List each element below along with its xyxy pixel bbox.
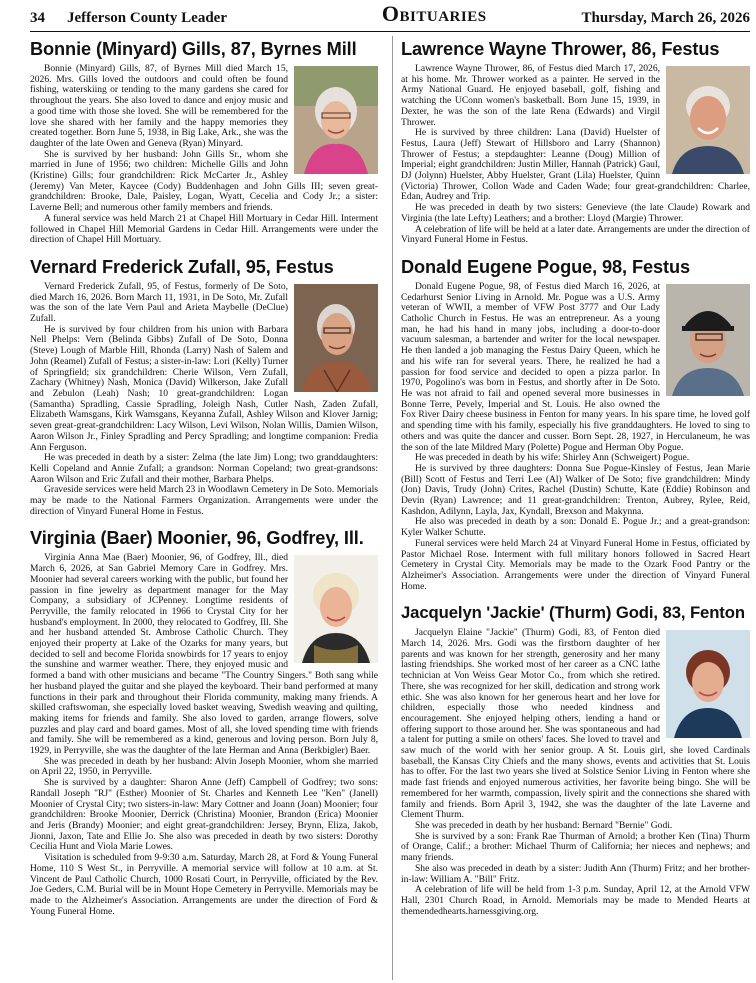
portrait-image	[666, 630, 750, 738]
portrait-photo-godi	[666, 630, 750, 738]
obituary-paragraph: He also was preceded in death by a son: Donald E. Pogue Jr.; and a great-grandson: Kyler Walker Schutte.	[401, 516, 750, 539]
portrait-image	[294, 555, 378, 663]
obituary-gills	[30, 36, 378, 246]
obituary-paragraph: Lawrence Wayne Thrower, 86, of Festus died March 17, 2026, at his home. Mr. Thrower worked as a painter. He served in the Army National Guard. He enjoyed baseball, golf, fishing and watching the UConn women's basketball. Born June 15, 1939, in Dexter, he was the son of the late Rena (Edwards) and Virgil Thrower.	[401, 63, 660, 128]
obituary-paragraph: Visitation is scheduled from 9-9:30 a.m. Saturday, March 28, at Ford & Young Funeral Home, 110 S West St., in Perryville. A memorial service will follow at 10 a.m. at St. Vincent de Paul Catholic Church, 1000 Rosati Court, in Perryville, officiated by the Rev. Joe Geders, C.M. Burial will be in Mount Hope Cemetery in Perryville. Memorials may be made to the Alzheimer's Association. Arrangements are under the direction of Ford & Young Funeral Home.	[30, 852, 378, 917]
obituary-paragraph: She is survived by a daughter: Sharon Anne (Jeff) Campbell of Godfrey; two sons: Randall Joseph "RJ" (Esther) Moonier of St. Charles and Kenneth Lee "Ken" (Janell) Moonier of Crystal City; two sisters-in-law: Mary Cottner and Joann (Joan) Moonier; four grandchildren: Brooke Moonier, Derrick (Christina) Moonier, Brandon (Erica) Moonier and Jeris (Brandy) Moonier; and eight great-grandchildren: Jersey, Brynn, Eliza, Jakob, Jionni, Jaxon, Tate and Ellie Jo. She also was preceded in death by two sisters: Dorothy Cecilia Hunt and Viola Marie Lowes.	[30, 777, 378, 853]
right-column	[392, 36, 750, 980]
obituary-paragraph: Jacquelyn Elaine "Jackie" (Thurm) Godi, 83, of Fenton died March 14, 2026. Mrs. Godi was the firstborn daughter of her parents and was known for her strength, generosity and her many lasting friendships. She worked most of her career as a CNC lathe technician at Von Weiss Gear Motor Co., from which she retired. There, she was recognized for her skill, dedication and strong work ethic. She was also known for her generous heart and her love for children, especially those who needed kindness and encouragement. She enjoyed helping others, lending a hand or offering support to those around her. She was spontaneous and had a talent for putting a smile on others' faces. She loved to travel and saw much of the world with her senior group. A St. Louis girl, she loved Cardinals baseball, the Kansas City Chiefs and the many shows, events and activities that St. Louis has to offer. For the last two years she lived at Solstice Senior Living in Fenton where she made fast friends and enjoyed numerous activities, her favorite being bingo. She will be remembered for her warmth, compassion, lively spirit and the connections she shared with family and friends. Born April 3, 1942, she was the daughter of the late Laverne and Clement Thurm.	[401, 627, 750, 821]
obituary-title: Lawrence Wayne Thrower, 86, Festus	[401, 39, 720, 59]
obituary-paragraph: She was preceded in death by her husband: Alvin Joseph Moonier, whom she married on April 22, 1950, in Perryville.	[30, 755, 378, 778]
obituary-paragraph: A funeral service was held March 21 at Chapel Hill Mortuary in Cedar Hill. Interment followed in Chapel Hill Memorial Gardens in Cedar Hill. Arrangements were under the direction of Chapel Hill Mortuary.	[30, 212, 378, 246]
obituary-paragraph: Vernard Frederick Zufall, 95, of Festus, formerly of De Soto, died March 16, 2026. Born March 11, 1931, in De Soto, Mr. Zufall was the son of the late Vern Paul and Arieta Maybelle (DeClue) Zufall.	[30, 280, 288, 325]
obituary-paragraph: Bonnie (Minyard) Gills, 87, of Byrnes Mill died March 15, 2026. Mrs. Gills loved the outdoors and could often be found fishing, waterskiing or tending to the many gardens she cared for throughout the years. She also loved to dance and enjoy music and a good time with those she loved. She will be remembered for the love she shared with her family and the happy memories they created together. Born June 5, 1938, in Big Lake, Ark., she was the daughter of the late Owen and Geneva (Ryan) Minyard.	[30, 63, 288, 149]
page-number: 34	[30, 10, 45, 26]
obituary-paragraph: He was preceded in death by a sister: Zelma (the late Jim) Long; two granddaughters: Kelli Copeland and Annie Zufall; a grandson: Norman Copeland; two great-grandsons: Aaron Wilson and Eric Zufall and their mother, Barbara Phelps.	[30, 452, 378, 485]
obituary-title: Donald Eugene Pogue, 98, Festus	[401, 256, 690, 277]
portrait-photo-gills	[294, 66, 378, 174]
portrait-photo-pogue	[666, 284, 750, 396]
obituary-paragraph: Funeral services were held March 24 at Vinyard Funeral Home in Festus, officiated by Pastor Michael Rose. Interment with full military honors followed in Sacred Heart Cemetery in Crystal City. Memorials may be made to the Ozark Food Pantry or the Alzheimer's Association. Arrangements were under the direction of Vinyard Funeral Home.	[401, 537, 750, 592]
obituary-paragraph: She is survived by a son: Frank Rae Thurman of Arnold; a brother Ken (Tina) Thurm of Orange, Calif.; a brother: Michael Thurm of California; her nieces and nephews; and many friends.	[401, 830, 750, 864]
obituary-title: Bonnie (Minyard) Gills, 87, Byrnes Mill	[30, 39, 357, 59]
obituary-moonier	[30, 525, 378, 917]
obituary-paragraph: Graveside services were held March 23 in Woodlawn Cemetery in De Soto. Memorials may be made to the National Farmers Organization. Arrangements were under the direction of Vinyard Funeral Home in Festus.	[30, 484, 378, 517]
obituary-title: Jacquelyn 'Jackie' (Thurm) Godi, 83, Fenton	[401, 603, 745, 623]
obituary-paragraph: Donald Eugene Pogue, 98, of Festus died March 16, 2026, at Cedarhurst Senior Living in Arnold. Mr. Pogue was a U.S. Army veteran of WWII, a member of VFW Post 3777 and Our Lady Catholic Church in Festus. He was an entrepreneur. As a young man, he had his hand in many jobs, including a door-to-door vacuum salesman, a bartender and writer for the local newspaper. He then landed a job managing the Festus Dairy Queen, which he and his wife ran for several years. There, he realized he had a passion for food service and decided to open a pizza parlor. In 1970, Pogolino's was born in Festus, and shortly after in De Soto. He was not afraid to fail and opened several more businesses in Bonne Terre, Pevely, Imperial and St. Louis. He also owned the Fox River Dairy cheese business in Fenton for many years. In his spare time, he loved golf and spending time with his family, especially his five granddaughters. He loved to sing to others and was quite the dancer and cusser. Born Sept. 28, 1927, in Herculaneum, he was the son of the late Mildred Mary (Polette) Pogue and Herman Oby Pogue.	[401, 280, 750, 453]
obituary-paragraph: He is survived by three daughters: Donna Sue Pogue-Kinsley of Festus, Jean Marie (Bill) Scott of Festus and Terri Lee (Al) Walker of De Soto; five grandchildren: Mindy (Jon) Davis, Trudy (John) Crites, Rachel (Dustin) Schutte, Kate (Eddie) Robinson and Devin (Ryan) Lawrence; and 11 great-grandchildren: Trenton, Aubrey, Rylee, Reid, Kashdon, Adilynn, Layla, Jax, Kyndall, Brexson and Makynna.	[401, 462, 750, 517]
obituary-paragraph: He is survived by four children from his union with Barbara Nell Phelps: Vern (Belinda Gibbs) Zufall of De Soto, Donna (Steve) Lough of Marble Hill, Rhonda (Larry) Nash of Salem and John (Reamel) Zufall of Festus; a sister-in-law: Lori (Kelly) Turner of Springfield; six grandchildren: Cherie Wilson, Vern Zufall, Zachary (Whitney) Nash, Monica (David) Wilkerson, Jake Zufall and Zebulon (Leah) Nash; 10 great-grandchildren: Logan (Samantha) Spradling, Cassie Spradling, Joleigh Nash, Cutler Nash, Zaden Zufall, Elizabeth Wamsgans, Kirk Wamsgans, Keyanna Zufall, Ashley Wilson and Klover Jarnig; seven great-great-grandchildren: Lacy Wilson, Levi Wilson, Nolan Willis, Damien Wilson, Aaron Wilson Jr., Finley Spradling and Percy Spradling; and longtime companion: Fredia Ann Ferguson.	[30, 323, 378, 453]
obituary-title: Vernard Frederick Zufall, 95, Festus	[30, 256, 334, 277]
obituary-paragraph: He was preceded in death by his wife: Shirley Ann (Schweigert) Pogue.	[415, 452, 690, 464]
obituary-paragraph: He was preceded in death by two sisters: Genevieve (the late Claude) Rowark and Virginia (the late Lefty) Leathers; and a brother: Lloyd (Margie) Thrower.	[401, 202, 750, 224]
obituary-columns	[30, 36, 750, 980]
obituary-godi	[401, 600, 750, 917]
obituary-paragraph: She also was preceded in death by a sister: Judith Ann (Thurm) Fritz; and her brother-in-law: William A. "Bill" Fritz.	[401, 862, 750, 885]
portrait-image	[294, 66, 378, 174]
obituary-paragraph: A celebration of life will be held at a later date. Arrangements are under the direction of Vinyard Funeral Home in Festus.	[401, 223, 750, 246]
portrait-image	[294, 284, 378, 392]
publication-name: Jefferson County Leader	[67, 10, 227, 26]
portrait-photo-thrower	[666, 66, 750, 174]
obituary-paragraph: A celebration of life will be held from 1-3 p.m. Sunday, April 12, at the Arnold VFW Hall, 2301 Church Road, in Arnold. Memorials may be made to Mended Hearts at themendedhearts.harnessgiving.org.	[401, 884, 750, 917]
masthead-left	[30, 10, 227, 27]
portrait-image	[666, 66, 750, 174]
portrait-photo-zufall	[294, 284, 378, 392]
section-title: Obituaries	[381, 1, 487, 26]
obituary-title: Virginia (Baer) Moonier, 96, Godfrey, Ill.	[30, 528, 364, 549]
obituary-paragraph: She is survived by her husband: John Gills Sr., whom she married in June of 1956; two children: Michelle Gills and John (Kristine) Gills; four grandchildren: Rick McCarter Jr., Ashley (Jeremy) Van Meter, Kaycee (Cody) Buddenhagen and John Gills III; seven great-grandchildren: Brooke, Dale, Paisley, Logan, Wyatt, Cecelia and Cody Jr.; a sister: Laverne Bell; and numerous other family members and friends.	[30, 148, 378, 214]
obituary-pogue	[401, 254, 750, 592]
obituary-thrower	[401, 36, 750, 246]
issue-date: Thursday, March 26, 2026	[581, 10, 750, 26]
portrait-image	[666, 284, 750, 396]
obituary-paragraph: She was preceded in death by her husband: Bernard "Bernie" Godi.	[415, 820, 673, 831]
masthead	[30, 0, 750, 32]
obituary-paragraph: He is survived by three children: Lana (David) Huelster of Festus, Laura (Jeff) Stewart of Hillsboro and Larry (Shannon) Thrower of Festus; a stepdaughter: Leanne (Doug) Million of Imperial; eight grandchildren: Justin Miller, Hannah (Patrick) Gaul, DJ (Jolynn) Huelster, Abby Huelster, Grant (Lila) Huelster, Quinn (Victoria) Thrower, Collon Wade and Caden Wade; four great-grandchildren: Charlee, Edan, Audrey and Trip.	[401, 127, 750, 203]
obituary-zufall	[30, 254, 378, 517]
left-column	[30, 36, 378, 980]
obituary-paragraph: Virginia Anna Mae (Baer) Moonier, 96, of Godfrey, Ill., died March 6, 2026, at San Gabriel Memory Care in Godfrey. Mrs. Moonier had several careers working with the public, but found her passion in fine jewelry as department manager for the May Company, a subsidiary of JCPenney. Longtime residents of Perryville, the family relocated in 1966 to Crystal City for her husband's employment. In 2000, they relocated to Godfrey, Ill. She and her husband attended St. Ambrose Catholic Church. They enjoyed their property at Lake of the Ozarks for many years, but decided to sell and become Florida snowbirds for 17 years to enjoy the sunshine and warmer weather. There, they enjoyed music and formed a band with other musicians and became "The Country Singers." Both sang while her husband played the guitar and she played the keyboard. Their band performed at many functions in their park and throughout their Florida community, making many friends. A skilled craftswoman, she especially loved basket weaving, Swedish weaving and quilting, making items for friends and family. She also loved to garden, arrange flowers, solve puzzles and play card and board games. Most of all, she loved spending time with friends and family. She will be remembered as a kind, generous and loving person. Born July 8, 1929, in Perryville, she was the daughter of the late Herman and Anna (Berkbigler) Baer.	[30, 552, 378, 757]
portrait-photo-moonier	[294, 555, 378, 663]
